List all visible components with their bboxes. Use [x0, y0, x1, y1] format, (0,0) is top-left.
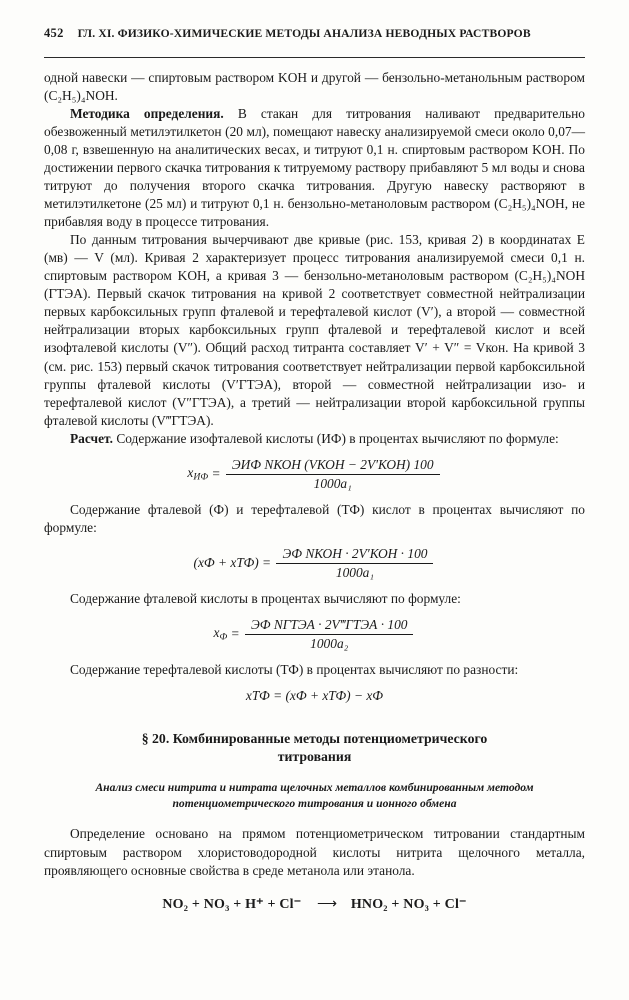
formula-2-equals: = [262, 555, 272, 571]
paragraph-5: Содержание фталевой (Ф) и терефталевой (ТФ) кислот в процентах вычисляют по формуле: [44, 501, 585, 535]
running-title: ГЛ. XI. ФИЗИКО-ХИМИЧЕСКИЕ МЕТОДЫ АНАЛИЗА НЕВОДНЫХ РАСТВОРОВ [77, 27, 531, 40]
paragraph-1: одной навески — спиртовым раствором KOH и другой — бензольно-метанольным раствором (C₂H₅)₄NOH. [44, 70, 585, 104]
formula-2-fraction [276, 546, 433, 581]
calculation-lead-in: Расчет. [70, 430, 113, 446]
section-subtitle: Анализ смеси нитрита и нитрата щелочных металлов комбинированным методом потенциометрического титрования и ионного обмена [95, 781, 534, 810]
formula-2-lhs: (xФ + xТФ) [193, 555, 259, 571]
section-heading-line1: § 20. Комбинированные методы потенциометрического [141, 730, 488, 746]
paragraph-3: По данным титрования вычерчивают две кривые (рис. 153, кривая 2) в координатах E (мв) — V (мл). Кривая 2 характеризует процесс титрования анализируемой смеси 0,1 н. спиртовым раствором KOH, а кривая 3 — бензольно-метаноловым раствором (C₂H₅)₄NOH (ГТЭА). Первый скачок титрования на кривой 2 соответствует совместной нейтрализации первых карбоксильных групп фталевой и терефталевой кислот (V′), а второй — совместной нейтрализации вторых карбоксильных групп фталевой и терефталевой кислот и всей изофталевой кислоты (V″). Общий расход титранта составляет V′ + V″ = Vкон. На кривой 3 (см. рис. 153) первый скачок титрования соответствует нейтрализации первой карбоксильной группы фталевой кислоты (V′ГТЭА), второй — совместной нейтрализации изо- и терефталевой кислот (V″ГТЭА), а третий — нейтрализации второй карбоксильной группы фталевой кислоты (V‴ГТЭА). [44, 232, 585, 428]
page-number: 452 [44, 26, 64, 40]
formula-2-denominator: 1000a₁ [335, 564, 375, 580]
paragraph-4-text: Содержание изофталевой кислоты (ИФ) в процентах вычисляют по формуле: [112, 430, 559, 446]
section-heading-line2: титрования [277, 748, 352, 764]
paragraph-6: Содержание фталевой кислоты в процентах вычисляют по формуле: [70, 590, 461, 606]
method-lead-in: Методика определения. [70, 106, 224, 122]
formula-1-denominator: 1000a₁ [313, 475, 352, 491]
page-header [44, 26, 585, 43]
formula-3-denominator: 1000a₂ [310, 635, 349, 651]
reaction-right: HNO₂ + NO₃ + Cl⁻ [350, 896, 467, 912]
formula-3-fraction [245, 617, 414, 652]
reaction-arrow-icon: ⟶ [317, 896, 336, 912]
formula-2-numerator: ЭФ NКОН · 2V′КОН · 100 [276, 546, 433, 564]
paragraph-4 [44, 430, 585, 448]
formula-1 [44, 457, 585, 492]
header-divider [44, 57, 585, 58]
formula-1-lhs: $x_{ИФ}$ [187, 465, 209, 483]
section-paragraph: Определение основано на прямом потенциометрическом титровании стандартным спиртовым раствором хлористоводородной кислоты нитрита щелочного металла, проявляющего основные свойства в среде метанола или этанола. [44, 826, 585, 878]
formula-3-lhs: $x_Ф$ [213, 625, 228, 644]
reaction-left: NO₂ + NO₃ + H⁺ + Cl⁻ [162, 896, 302, 912]
formula-2 [44, 546, 585, 581]
formula-3 [44, 617, 585, 652]
formula-1-equals: = [211, 466, 221, 482]
paragraph-2-text: В стакан для титрования наливают предварительно обезвоженный метилэтилкетон (20 мл), помещают навеску анализируемой смеси около 0,07—0,08 г, взвешенную на аналитических весах, и титруют 0,1 н. спиртовым раствором KOH. По достижении первого скачка титрования к титруемому раствору прибавляют 5 мл воды и снова титруют до получения второго скачка титрования. Другую навеску растворяют в метилэтилкетоне (25 мл) и титруют 0,1 н. бензольно-метаноловым раствором (C₂H₅)₄NOH, не прибавляя воду в процессе титрования. [44, 106, 585, 230]
paragraph-7: Содержание терефталевой кислоты (ТФ) в процентах вычисляют по разности: [70, 661, 519, 677]
formula-3-numerator: ЭФ NГТЭА · 2V‴ГТЭА · 100 [245, 617, 414, 635]
paragraph-2 [44, 105, 585, 231]
chemical-reaction [44, 896, 585, 913]
formula-4: xТФ = (xФ + xТФ) − xФ [245, 687, 384, 703]
section-heading [44, 730, 585, 766]
formula-1-numerator: ЭИФ NКОН (VКОН − 2V′КОН) 100 [226, 457, 440, 475]
formula-3-equals: = [230, 626, 240, 642]
formula-1-fraction [226, 457, 440, 492]
